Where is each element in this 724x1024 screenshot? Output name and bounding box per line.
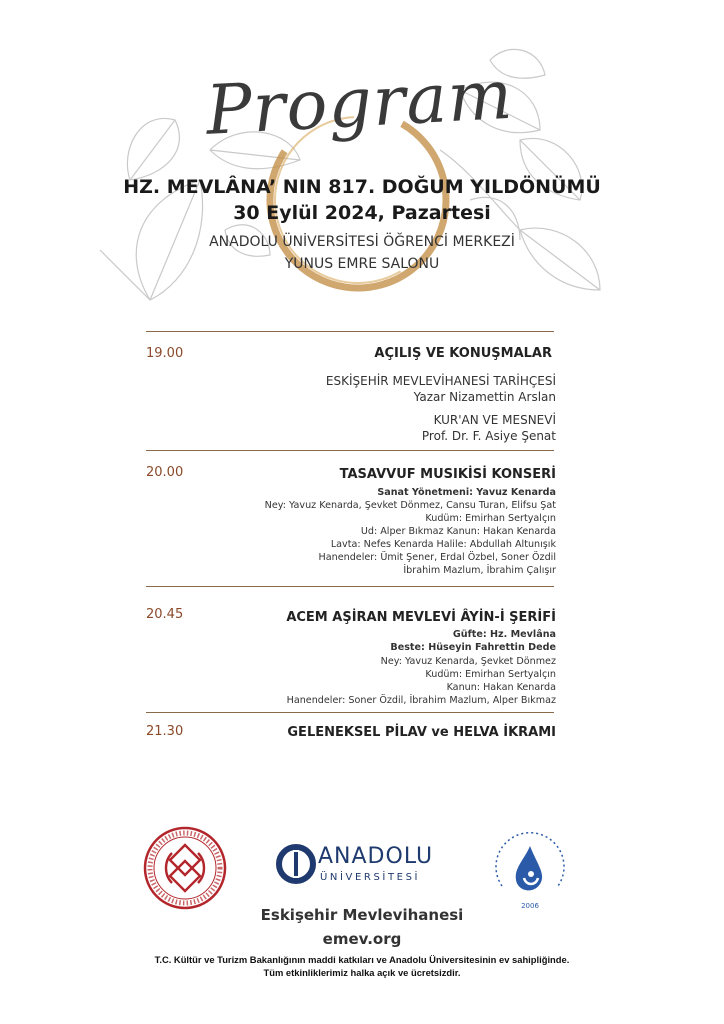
time-2000: 20.00 xyxy=(146,465,184,480)
section-title: TASAVVUF MUSIKİSİ KONSERİ xyxy=(339,467,556,482)
venue-line-2: YUNUS EMRE SALONU xyxy=(284,256,440,272)
divider xyxy=(146,586,554,587)
divider xyxy=(146,712,554,713)
mevlevihane-association-logo xyxy=(484,822,576,914)
time-1900: 19.00 xyxy=(146,346,184,361)
time-2045: 20.45 xyxy=(146,607,184,622)
anadolu-sub: ÜNİVERSİTESİ xyxy=(320,872,421,883)
program-line: Ud: Alper Bıkmaz Kanun: Hakan Kenarda xyxy=(360,526,556,537)
program-line: İbrahim Mazlum, İbrahim Çalışır xyxy=(403,565,556,576)
program-line: ESKİŞEHİR MEVLEVİHANESİ TARİHÇESİ xyxy=(325,374,556,388)
program-line: Hanendeler: Ümit Şener, Erdal Özbel, Soner Özdil xyxy=(318,552,556,563)
event-title: HZ. MEVLÂNA’ NIN 817. DOĞUM YILDÖNÜMÜ xyxy=(123,176,601,198)
program-line: Yazar Nizamettin Arslan xyxy=(413,390,556,404)
divider xyxy=(146,331,554,332)
ministry-logo xyxy=(142,825,228,911)
section-title: ACEM AŞİRAN MEVLEVİ ÂYİN-İ ŞERİFİ xyxy=(286,610,556,625)
section-title: AÇILIŞ VE KONUŞMALAR xyxy=(374,346,552,361)
program-lead: Güfte: Hz. Mevlâna xyxy=(452,629,556,640)
footer-note-1: T.C. Kültür ve Turizm Bakanlığının maddi katkıları ve Anadolu Üniversitesinin ev sahipliğinde. xyxy=(154,954,570,965)
script-program-title: Program xyxy=(204,55,516,151)
program-lead: Beste: Hüseyin Fahrettin Dede xyxy=(390,642,556,653)
program-line: Kudüm: Emirhan Sertyalçın xyxy=(425,669,556,680)
program-line: Kudüm: Emirhan Sertyalçın xyxy=(425,513,556,524)
org-name: Eskişehir Mevlevihanesi xyxy=(260,906,464,924)
anadolu-name: ANADOLU xyxy=(318,844,434,869)
anadolu-mark-icon xyxy=(276,842,316,886)
program-line: Ney: Yavuz Kenarda, Şevket Dönmez xyxy=(380,656,556,667)
program-line: Hanendeler: Soner Özdil, İbrahim Mazlum, Alper Bıkmaz xyxy=(286,695,556,706)
program-line: Ney: Yavuz Kenarda, Şevket Dönmez, Cansu Turan, Elifsu Şat xyxy=(264,500,556,511)
mevlevi-year: 2006 xyxy=(521,902,539,910)
anadolu-university-logo xyxy=(276,840,434,890)
program-line: Kanun: Hakan Kenarda xyxy=(446,682,556,693)
program-line: Lavta: Nefes Kenarda Halile: Abdullah Altunışık xyxy=(330,539,556,550)
footer-note-2: Tüm etkinliklerimiz halka açık ve ücretsizdir. xyxy=(263,967,461,978)
program-line: KUR'AN VE MESNEVİ xyxy=(433,413,556,427)
venue-line-1: ANADOLU ÜNİVERSİTESİ ÖĞRENCİ MERKEZİ xyxy=(209,234,515,250)
website-link[interactable]: emev.org xyxy=(322,930,402,948)
program-lead: Sanat Yönetmeni: Yavuz Kenarda xyxy=(377,487,556,498)
decorative-leaves-ring xyxy=(0,0,724,320)
section-title: GELENEKSEL PİLAV ve HELVA İKRAMI xyxy=(287,725,556,740)
divider xyxy=(146,450,554,451)
time-2130: 21.30 xyxy=(146,724,184,739)
event-date: 30 Eylül 2024, Pazartesi xyxy=(233,202,491,224)
program-line: Prof. Dr. F. Asiye Şenat xyxy=(421,429,556,443)
